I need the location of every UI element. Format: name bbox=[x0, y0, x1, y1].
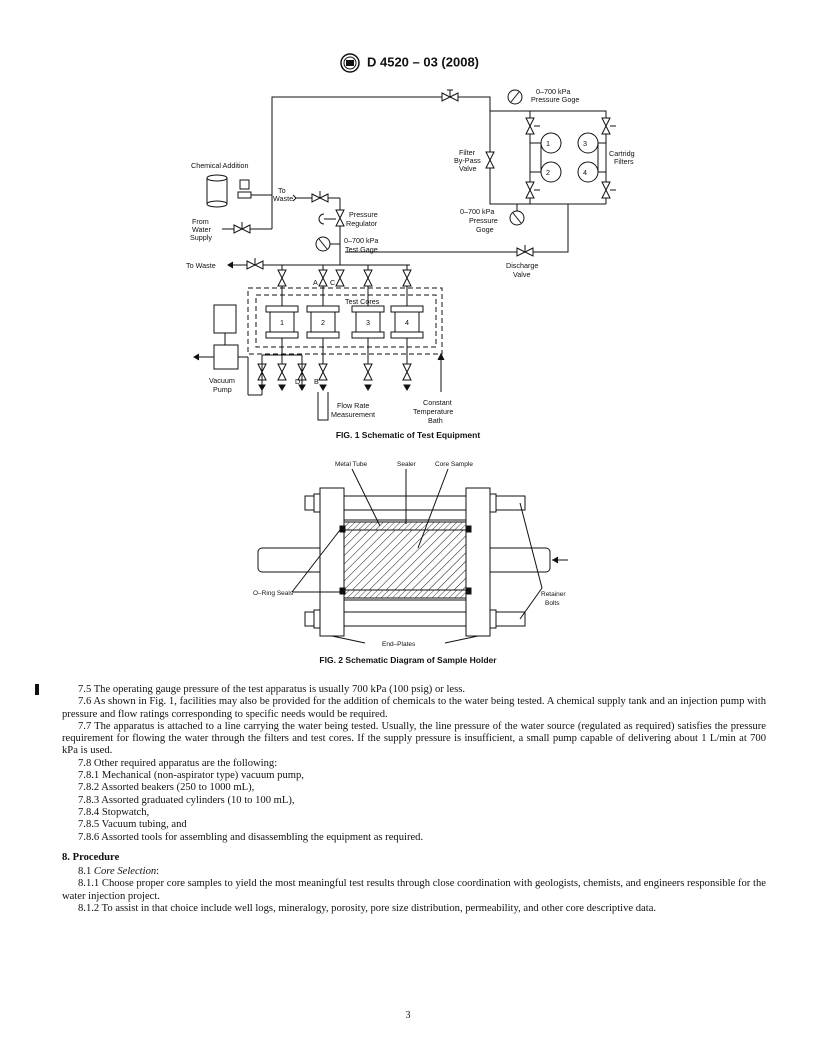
para-7-8-2: 7.8.2 Assorted beakers (250 to 1000 mL), bbox=[78, 782, 255, 794]
label-retainer-2: Bolts bbox=[545, 600, 560, 607]
label-core-1: 1 bbox=[280, 318, 284, 327]
document-designation: D 4520 – 03 (2008) bbox=[366, 54, 480, 70]
label-d: D bbox=[295, 377, 301, 386]
label-cartridge-4: 4 bbox=[583, 168, 587, 177]
label-from-supply-3: Supply bbox=[190, 233, 212, 242]
para-8-1-2: 8.1.2 To assist in that choice include well logs, mineralogy, porosity, pore size distribution, permeability, and other core descriptive data. bbox=[78, 903, 657, 915]
label-c: C bbox=[330, 278, 336, 287]
change-bar bbox=[35, 684, 39, 695]
para-8-1-1: 8.1.1 Choose proper core samples to yield the most meaningful test results through close coordination with geologists, chemists, and engineers responsible for the water injection project. bbox=[62, 878, 766, 902]
label-regulator-1: Pressure bbox=[349, 210, 378, 219]
para-8-1-title: Core Selection bbox=[93, 866, 157, 878]
label-test-gage-2: Test Gage bbox=[345, 245, 378, 254]
figure-2-sample-holder-diagram bbox=[0, 455, 816, 655]
para-7-6: 7.6 As shown in Fig. 1, facilities may also be provided for the addition of chemicals to the water being tested. A chemical supply tank and an injection pump with pressure and flow ratings corresponding to specific needs would be required. bbox=[62, 696, 766, 720]
label-from-supply-2: Water bbox=[192, 225, 211, 234]
label-flow-rate-1: Flow Rate bbox=[337, 401, 370, 410]
label-vacuum-1: Vacuum bbox=[209, 376, 235, 385]
label-end-plates: End–Plates bbox=[382, 641, 416, 648]
label-core-2: 2 bbox=[321, 318, 325, 327]
label-gage-bottom-2: Pressure bbox=[469, 216, 498, 225]
para-7-5: 7.5 The operating gauge pressure of the test apparatus is usually 700 kPa (100 psig) or less. bbox=[78, 684, 465, 695]
label-metal-tube: Metal Tube bbox=[335, 461, 368, 468]
para-7-8-4: 7.8.4 Stopwatch, bbox=[78, 806, 150, 818]
label-to-waste-left: To Waste bbox=[186, 261, 216, 270]
figure-2-caption: FIG. 2 Schematic Diagram of Sample Holder bbox=[319, 655, 497, 665]
document-header bbox=[0, 53, 816, 73]
label-vacuum-2: Pump bbox=[213, 385, 232, 394]
label-filter-3: Valve bbox=[459, 164, 477, 173]
label-to-waste-top-2: Waste bbox=[273, 194, 294, 203]
label-gage-bottom-1: 0–700 kPa bbox=[460, 207, 495, 216]
para-7-7: 7.7 The apparatus is attached to a line carrying the water being tested. Usually, the line pressure of the water source (regulated as required) satisfies the pressure requirement for flowing the water through the filters and test cores. If the supply pressure is insufficient, a small pump capable of delivering about 1 L/min at 700 kPa is used. bbox=[62, 720, 766, 757]
label-a: A bbox=[313, 278, 318, 287]
para-8-1 bbox=[62, 866, 766, 878]
astm-logo-icon bbox=[337, 53, 363, 73]
label-cartridge-3: 3 bbox=[583, 139, 587, 148]
label-retainer-1: Retainer bbox=[541, 591, 566, 598]
label-core-3: 3 bbox=[366, 318, 370, 327]
label-to-waste-top-1: To bbox=[278, 186, 286, 195]
label-gage-top-2: Pressure Goge bbox=[531, 95, 580, 104]
para-7-8-6: 7.8.6 Assorted tools for assembling and disassembling the equipment as required. bbox=[78, 831, 424, 843]
label-bath-3: Bath bbox=[428, 416, 443, 425]
label-gage-bottom-3: Goge bbox=[476, 225, 494, 234]
label-filter-1: Filter bbox=[459, 148, 475, 157]
label-from-supply-1: From bbox=[192, 217, 209, 226]
label-core-4: 4 bbox=[405, 318, 409, 327]
section-8-heading: 8. Procedure bbox=[62, 851, 120, 863]
figure-1-test-equipment-schematic bbox=[0, 80, 816, 430]
para-8-1-number: 8.1 bbox=[78, 866, 94, 878]
label-cartridge-1: 1 bbox=[546, 139, 550, 148]
label-test-cores: Test Cores bbox=[345, 297, 380, 306]
label-gage-top-1: 0–700 kPa bbox=[536, 87, 571, 96]
page-number: 3 bbox=[405, 1010, 411, 1021]
label-cartridge-2: 2 bbox=[546, 168, 550, 177]
label-b: B bbox=[314, 377, 319, 386]
label-o-ring-seals: O–Ring Seals bbox=[253, 590, 294, 597]
label-filter-2: By-Pass bbox=[454, 156, 481, 165]
label-discharge-2: Valve bbox=[513, 270, 531, 279]
body-text bbox=[62, 684, 766, 915]
para-7-8-1: 7.8.1 Mechanical (non-aspirator type) vacuum pump, bbox=[78, 770, 304, 782]
para-7-8-5: 7.8.5 Vacuum tubing, and bbox=[78, 819, 187, 831]
label-regulator-2: Regulator bbox=[346, 219, 378, 228]
para-7-8: 7.8 Other required apparatus are the following: bbox=[78, 757, 278, 769]
label-chemical-addition: Chemical Addition bbox=[191, 161, 249, 170]
label-cartridge-filters-1: Cartridg bbox=[609, 149, 635, 158]
label-discharge-1: Discharge bbox=[506, 261, 539, 270]
label-test-gage-1: 0–700 kPa bbox=[344, 236, 379, 245]
para-7-8-3: 7.8.3 Assorted graduated cylinders (10 to 100 mL), bbox=[78, 794, 295, 806]
label-bath-2: Temperature bbox=[413, 407, 454, 416]
label-core-sample: Core Sample bbox=[435, 461, 473, 468]
label-flow-rate-2: Measurement bbox=[331, 410, 375, 419]
para-8-1-colon: : bbox=[156, 866, 160, 878]
figure-1-caption: FIG. 1 Schematic of Test Equipment bbox=[335, 430, 481, 440]
label-sealer: Sealer bbox=[397, 461, 416, 468]
label-cartridge-filters-2: Filters bbox=[614, 157, 634, 166]
label-bath-1: Constant bbox=[423, 398, 452, 407]
